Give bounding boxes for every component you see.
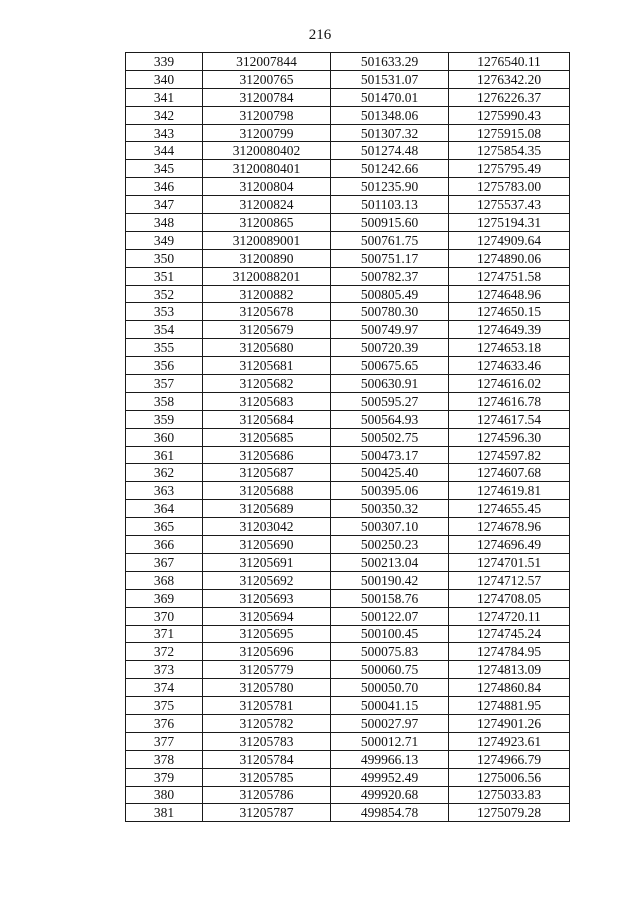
- x-coordinate-cell: 501348.06: [331, 106, 449, 124]
- y-coordinate-cell: 1275537.43: [449, 196, 570, 214]
- y-coordinate-cell: 1275915.08: [449, 124, 570, 142]
- y-coordinate-cell: 1274619.81: [449, 482, 570, 500]
- table-body: [126, 53, 570, 822]
- table-row: [126, 464, 570, 482]
- y-coordinate-cell: 1274708.05: [449, 589, 570, 607]
- row-number-cell: 346: [126, 178, 203, 196]
- x-coordinate-cell: 501274.48: [331, 142, 449, 160]
- point-id-cell: 31200865: [203, 214, 331, 232]
- y-coordinate-cell: 1274648.96: [449, 285, 570, 303]
- table-row: [126, 697, 570, 715]
- point-id-cell: 31205696: [203, 643, 331, 661]
- row-number-cell: 344: [126, 142, 203, 160]
- table-row: [126, 249, 570, 267]
- point-id-cell: 3120088201: [203, 267, 331, 285]
- x-coordinate-cell: 500805.49: [331, 285, 449, 303]
- point-id-cell: 31200765: [203, 70, 331, 88]
- row-number-cell: 343: [126, 124, 203, 142]
- x-coordinate-cell: 500190.42: [331, 571, 449, 589]
- row-number-cell: 381: [126, 804, 203, 822]
- y-coordinate-cell: 1274653.18: [449, 339, 570, 357]
- point-id-cell: 3120080401: [203, 160, 331, 178]
- y-coordinate-cell: 1274784.95: [449, 643, 570, 661]
- row-number-cell: 354: [126, 321, 203, 339]
- y-coordinate-cell: 1275990.43: [449, 106, 570, 124]
- x-coordinate-cell: 500630.91: [331, 375, 449, 393]
- row-number-cell: 373: [126, 661, 203, 679]
- row-number-cell: 371: [126, 625, 203, 643]
- row-number-cell: 341: [126, 88, 203, 106]
- point-id-cell: 31205678: [203, 303, 331, 321]
- x-coordinate-cell: 500027.97: [331, 714, 449, 732]
- point-id-cell: 31205695: [203, 625, 331, 643]
- row-number-cell: 356: [126, 357, 203, 375]
- y-coordinate-cell: 1274616.78: [449, 392, 570, 410]
- table-row: [126, 732, 570, 750]
- table-row: [126, 178, 570, 196]
- y-coordinate-cell: 1274860.84: [449, 679, 570, 697]
- table-row: [126, 679, 570, 697]
- table-row: [126, 303, 570, 321]
- x-coordinate-cell: 500250.23: [331, 536, 449, 554]
- y-coordinate-cell: 1276226.37: [449, 88, 570, 106]
- x-coordinate-cell: 500502.75: [331, 428, 449, 446]
- x-coordinate-cell: 500050.70: [331, 679, 449, 697]
- x-coordinate-cell: 499920.68: [331, 786, 449, 804]
- x-coordinate-cell: 500100.45: [331, 625, 449, 643]
- row-number-cell: 379: [126, 768, 203, 786]
- row-number-cell: 339: [126, 53, 203, 71]
- row-number-cell: 352: [126, 285, 203, 303]
- x-coordinate-cell: 501633.29: [331, 53, 449, 71]
- x-coordinate-cell: 500158.76: [331, 589, 449, 607]
- row-number-cell: 360: [126, 428, 203, 446]
- table-row: [126, 196, 570, 214]
- y-coordinate-cell: 1275783.00: [449, 178, 570, 196]
- point-id-cell: 31205689: [203, 500, 331, 518]
- y-coordinate-cell: 1276540.11: [449, 53, 570, 71]
- x-coordinate-cell: 500075.83: [331, 643, 449, 661]
- point-id-cell: 31200804: [203, 178, 331, 196]
- x-coordinate-cell: 500595.27: [331, 392, 449, 410]
- y-coordinate-cell: 1275854.35: [449, 142, 570, 160]
- table-row: [126, 518, 570, 536]
- y-coordinate-cell: 1274607.68: [449, 464, 570, 482]
- x-coordinate-cell: 500395.06: [331, 482, 449, 500]
- y-coordinate-cell: 1274696.49: [449, 536, 570, 554]
- y-coordinate-cell: 1275079.28: [449, 804, 570, 822]
- point-id-cell: 31205690: [203, 536, 331, 554]
- row-number-cell: 369: [126, 589, 203, 607]
- y-coordinate-cell: 1275795.49: [449, 160, 570, 178]
- x-coordinate-cell: 501307.32: [331, 124, 449, 142]
- point-id-cell: 31205680: [203, 339, 331, 357]
- point-id-cell: 31205684: [203, 410, 331, 428]
- row-number-cell: 367: [126, 553, 203, 571]
- row-number-cell: 376: [126, 714, 203, 732]
- x-coordinate-cell: 500012.71: [331, 732, 449, 750]
- y-coordinate-cell: 1274649.39: [449, 321, 570, 339]
- x-coordinate-cell: 499966.13: [331, 750, 449, 768]
- table-row: [126, 536, 570, 554]
- x-coordinate-cell: 500307.10: [331, 518, 449, 536]
- table-row: [126, 285, 570, 303]
- table-row: [126, 661, 570, 679]
- point-id-cell: 31205780: [203, 679, 331, 697]
- x-coordinate-cell: 501531.07: [331, 70, 449, 88]
- y-coordinate-cell: 1276342.20: [449, 70, 570, 88]
- row-number-cell: 345: [126, 160, 203, 178]
- point-id-cell: 31205782: [203, 714, 331, 732]
- row-number-cell: 350: [126, 249, 203, 267]
- y-coordinate-cell: 1274712.57: [449, 571, 570, 589]
- table-row: [126, 160, 570, 178]
- y-coordinate-cell: 1275006.56: [449, 768, 570, 786]
- table-row: [126, 482, 570, 500]
- table-row: [126, 267, 570, 285]
- y-coordinate-cell: 1274751.58: [449, 267, 570, 285]
- x-coordinate-cell: 501470.01: [331, 88, 449, 106]
- x-coordinate-cell: 500060.75: [331, 661, 449, 679]
- point-id-cell: 31203042: [203, 518, 331, 536]
- row-number-cell: 359: [126, 410, 203, 428]
- page-number: 216: [308, 27, 332, 43]
- table-row: [126, 750, 570, 768]
- table-row: [126, 124, 570, 142]
- table-row: [126, 625, 570, 643]
- x-coordinate-cell: 501242.66: [331, 160, 449, 178]
- point-id-cell: 3120089001: [203, 231, 331, 249]
- row-number-cell: 363: [126, 482, 203, 500]
- table-row: [126, 607, 570, 625]
- x-coordinate-cell: 500720.39: [331, 339, 449, 357]
- x-coordinate-cell: 500675.65: [331, 357, 449, 375]
- y-coordinate-cell: 1274617.54: [449, 410, 570, 428]
- row-number-cell: 368: [126, 571, 203, 589]
- row-number-cell: 372: [126, 643, 203, 661]
- y-coordinate-cell: 1274881.95: [449, 697, 570, 715]
- row-number-cell: 362: [126, 464, 203, 482]
- table-row: [126, 571, 570, 589]
- x-coordinate-cell: 500041.15: [331, 697, 449, 715]
- table-row: [126, 375, 570, 393]
- table-row: [126, 88, 570, 106]
- row-number-cell: 340: [126, 70, 203, 88]
- y-coordinate-cell: 1274650.15: [449, 303, 570, 321]
- y-coordinate-cell: 1274701.51: [449, 553, 570, 571]
- y-coordinate-cell: 1275033.83: [449, 786, 570, 804]
- y-coordinate-cell: 1274720.11: [449, 607, 570, 625]
- y-coordinate-cell: 1274813.09: [449, 661, 570, 679]
- table-row: [126, 357, 570, 375]
- point-id-cell: 31200799: [203, 124, 331, 142]
- table-row: [126, 142, 570, 160]
- table-row: [126, 786, 570, 804]
- table-row: [126, 804, 570, 822]
- x-coordinate-cell: 500473.17: [331, 446, 449, 464]
- point-id-cell: 31205686: [203, 446, 331, 464]
- x-coordinate-cell: 500780.30: [331, 303, 449, 321]
- row-number-cell: 364: [126, 500, 203, 518]
- point-id-cell: 3120080402: [203, 142, 331, 160]
- table-row: [126, 106, 570, 124]
- point-id-cell: 31200882: [203, 285, 331, 303]
- row-number-cell: 357: [126, 375, 203, 393]
- x-coordinate-cell: 500782.37: [331, 267, 449, 285]
- table-row: [126, 589, 570, 607]
- table-row: [126, 768, 570, 786]
- row-number-cell: 348: [126, 214, 203, 232]
- x-coordinate-cell: 501235.90: [331, 178, 449, 196]
- x-coordinate-cell: 501103.13: [331, 196, 449, 214]
- row-number-cell: 378: [126, 750, 203, 768]
- point-id-cell: 31205685: [203, 428, 331, 446]
- x-coordinate-cell: 499854.78: [331, 804, 449, 822]
- point-id-cell: 31205694: [203, 607, 331, 625]
- x-coordinate-cell: 499952.49: [331, 768, 449, 786]
- x-coordinate-cell: 500749.97: [331, 321, 449, 339]
- y-coordinate-cell: 1274909.64: [449, 231, 570, 249]
- x-coordinate-cell: 500350.32: [331, 500, 449, 518]
- point-id-cell: 31205693: [203, 589, 331, 607]
- row-number-cell: 365: [126, 518, 203, 536]
- row-number-cell: 377: [126, 732, 203, 750]
- point-id-cell: 31200798: [203, 106, 331, 124]
- table-row: [126, 410, 570, 428]
- y-coordinate-cell: 1274633.46: [449, 357, 570, 375]
- point-id-cell: 31200824: [203, 196, 331, 214]
- row-number-cell: 380: [126, 786, 203, 804]
- row-number-cell: 361: [126, 446, 203, 464]
- point-id-cell: 312007844: [203, 53, 331, 71]
- y-coordinate-cell: 1275194.31: [449, 214, 570, 232]
- y-coordinate-cell: 1274966.79: [449, 750, 570, 768]
- x-coordinate-cell: 500425.40: [331, 464, 449, 482]
- point-id-cell: 31205691: [203, 553, 331, 571]
- row-number-cell: 342: [126, 106, 203, 124]
- table-row: [126, 643, 570, 661]
- point-id-cell: 31205681: [203, 357, 331, 375]
- point-id-cell: 31205692: [203, 571, 331, 589]
- table-row: [126, 428, 570, 446]
- x-coordinate-cell: 500564.93: [331, 410, 449, 428]
- y-coordinate-cell: 1274678.96: [449, 518, 570, 536]
- x-coordinate-cell: 500751.17: [331, 249, 449, 267]
- y-coordinate-cell: 1274655.45: [449, 500, 570, 518]
- point-id-cell: 31205784: [203, 750, 331, 768]
- row-number-cell: 351: [126, 267, 203, 285]
- y-coordinate-cell: 1274616.02: [449, 375, 570, 393]
- table-row: [126, 53, 570, 71]
- x-coordinate-cell: 500213.04: [331, 553, 449, 571]
- x-coordinate-cell: 500915.60: [331, 214, 449, 232]
- table-row: [126, 714, 570, 732]
- point-id-cell: 31205779: [203, 661, 331, 679]
- row-number-cell: 355: [126, 339, 203, 357]
- point-id-cell: 31205781: [203, 697, 331, 715]
- table-row: [126, 500, 570, 518]
- point-id-cell: 31205786: [203, 786, 331, 804]
- x-coordinate-cell: 500122.07: [331, 607, 449, 625]
- point-id-cell: 31205783: [203, 732, 331, 750]
- table-row: [126, 231, 570, 249]
- row-number-cell: 347: [126, 196, 203, 214]
- table-row: [126, 392, 570, 410]
- y-coordinate-cell: 1274923.61: [449, 732, 570, 750]
- y-coordinate-cell: 1274597.82: [449, 446, 570, 464]
- point-id-cell: 31205785: [203, 768, 331, 786]
- y-coordinate-cell: 1274596.30: [449, 428, 570, 446]
- row-number-cell: 358: [126, 392, 203, 410]
- point-id-cell: 31205787: [203, 804, 331, 822]
- point-id-cell: 31205683: [203, 392, 331, 410]
- row-number-cell: 349: [126, 231, 203, 249]
- x-coordinate-cell: 500761.75: [331, 231, 449, 249]
- row-number-cell: 353: [126, 303, 203, 321]
- point-id-cell: 31205679: [203, 321, 331, 339]
- row-number-cell: 370: [126, 607, 203, 625]
- point-id-cell: 31200784: [203, 88, 331, 106]
- y-coordinate-cell: 1274745.24: [449, 625, 570, 643]
- y-coordinate-cell: 1274901.26: [449, 714, 570, 732]
- table-row: [126, 70, 570, 88]
- point-id-cell: 31200890: [203, 249, 331, 267]
- y-coordinate-cell: 1274890.06: [449, 249, 570, 267]
- row-number-cell: 375: [126, 697, 203, 715]
- row-number-cell: 374: [126, 679, 203, 697]
- table-row: [126, 214, 570, 232]
- table-row: [126, 339, 570, 357]
- table-row: [126, 553, 570, 571]
- point-id-cell: 31205687: [203, 464, 331, 482]
- table-row: [126, 446, 570, 464]
- row-number-cell: 366: [126, 536, 203, 554]
- point-id-cell: 31205688: [203, 482, 331, 500]
- table-row: [126, 321, 570, 339]
- coordinates-table: [125, 52, 570, 822]
- point-id-cell: 31205682: [203, 375, 331, 393]
